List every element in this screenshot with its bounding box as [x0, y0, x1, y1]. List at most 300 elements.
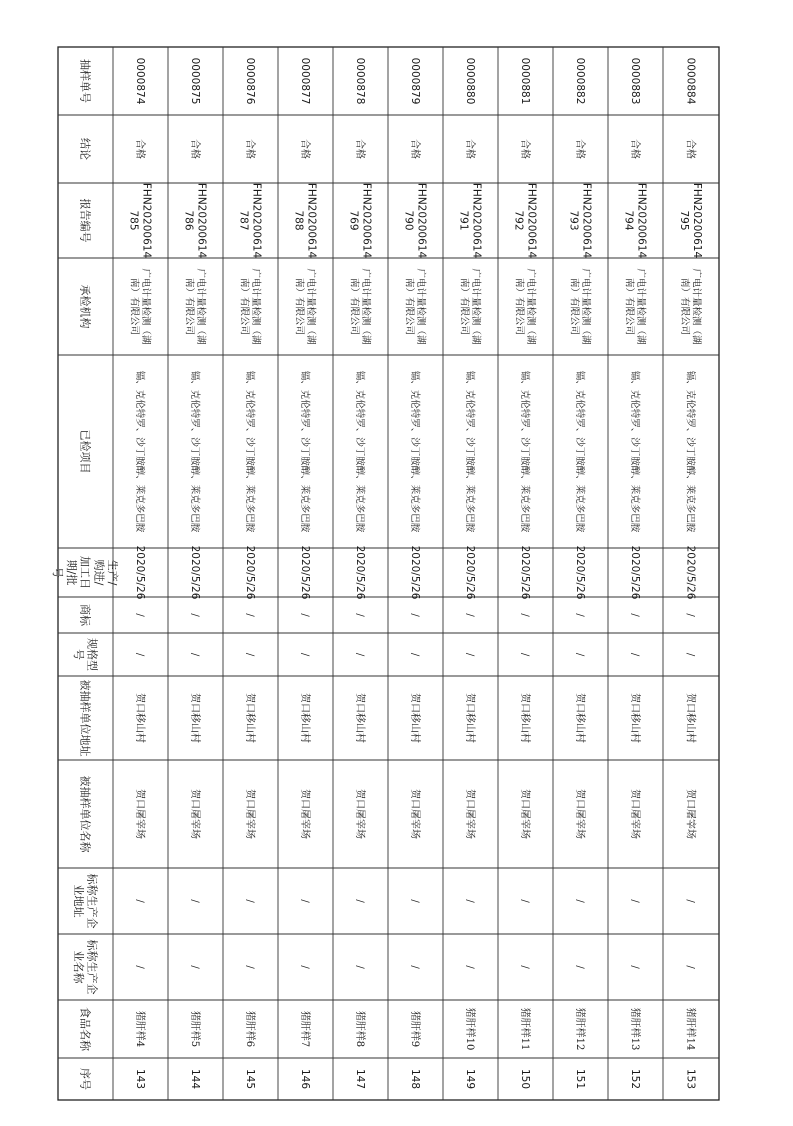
cell-items	[354, 371, 366, 533]
text-line: 猪肝样10	[464, 1007, 475, 1051]
cell-brand-text	[519, 613, 530, 617]
text-line: 0000877	[298, 57, 311, 105]
cell-seq	[574, 1069, 586, 1089]
text-line: 794	[622, 210, 635, 231]
text-line: 0000878	[353, 57, 366, 105]
cell-agency-text	[238, 268, 262, 345]
cell-food	[134, 1011, 147, 1047]
header-seq	[79, 1068, 93, 1090]
text-line: FHN20200614	[470, 182, 483, 259]
cell-agency	[568, 268, 592, 345]
text-line: 南）有限公司	[403, 277, 415, 336]
cell-spec	[519, 653, 530, 657]
cell-sampled_unit	[574, 789, 587, 839]
text-line: 广电计量检测（湖	[140, 268, 152, 345]
cell-sample_no	[244, 58, 256, 105]
header-sample_no-text	[79, 59, 93, 103]
text-line: /	[409, 652, 420, 657]
cell-items	[189, 371, 201, 533]
cell-sample_no	[574, 58, 586, 105]
text-line: /	[189, 613, 200, 617]
cell-agency-text	[513, 268, 537, 345]
header-seq-text	[79, 1068, 93, 1090]
cell-items	[574, 371, 586, 533]
text-line: FHN20200614	[415, 182, 428, 259]
cell-conclusion-text	[189, 139, 202, 159]
text-line: /	[134, 965, 145, 969]
cell-agency-text	[348, 268, 372, 345]
header-sampled_addr	[79, 680, 93, 757]
cell-seq	[519, 1069, 531, 1089]
cell-sampled_addr	[244, 693, 257, 743]
cell-mfr_name-text	[685, 965, 696, 969]
cell-spec	[244, 653, 255, 657]
cell-sample_no-text	[519, 58, 531, 105]
cell-sample_no-text	[629, 58, 641, 105]
text-line: 150	[518, 1068, 531, 1090]
text-line: 贺口移山村	[354, 693, 365, 743]
cell-sampled_addr	[629, 693, 642, 743]
text-line: FHN20200614	[360, 182, 373, 259]
cell-agency	[348, 268, 372, 345]
cell-seq	[299, 1069, 311, 1089]
text-line: 2020/5/26	[684, 545, 697, 600]
text-line: 153	[684, 1068, 697, 1090]
cell-report-text	[237, 183, 262, 259]
text-line: 期/批	[64, 559, 78, 586]
cell-mfr_name-text	[299, 965, 310, 969]
header-mfr_addr-text	[72, 874, 100, 929]
cell-spec	[574, 653, 585, 657]
cell-conclusion	[354, 139, 367, 159]
text-line: 镉、克伦特罗、沙丁胺醇、莱克多巴胺	[134, 370, 146, 533]
text-line: 152	[628, 1068, 641, 1090]
cell-food	[464, 1008, 477, 1051]
cell-items-text	[244, 371, 256, 533]
text-line: 贺口移山村	[244, 693, 255, 743]
text-line: 贺口移山村	[629, 693, 640, 743]
header-food-text	[79, 1007, 92, 1052]
cell-items	[134, 371, 146, 533]
text-line: /	[464, 965, 475, 969]
cell-agency-text	[679, 268, 703, 345]
text-line: /	[299, 965, 310, 969]
cell-brand	[189, 613, 200, 617]
cell-agency-text	[623, 268, 647, 345]
cell-food	[299, 1011, 312, 1047]
text-line: 镉、克伦特罗、沙丁胺醇、莱克多巴胺	[519, 370, 531, 533]
cell-spec	[685, 653, 696, 657]
text-line: 生产/	[106, 559, 120, 586]
cell-report-text	[182, 183, 207, 259]
text-line: 792	[512, 210, 525, 231]
text-line: /	[519, 613, 530, 617]
cell-mfr_name	[464, 965, 475, 969]
cell-sample_no-text	[299, 58, 311, 105]
text-line: 广电计量检测（湖	[525, 268, 537, 345]
cell-items-text	[299, 371, 311, 533]
cell-date	[354, 546, 366, 600]
cell-sample_no	[629, 58, 641, 105]
cell-sampled_addr	[464, 693, 477, 743]
text-line: 镉、克伦特罗、沙丁胺醇、莱克多巴胺	[684, 370, 696, 533]
cell-report	[182, 183, 207, 259]
cell-report	[622, 183, 647, 259]
text-line: 2020/5/26	[298, 545, 311, 600]
text-line: 合格	[354, 139, 365, 159]
text-line: /	[684, 652, 696, 657]
header-mfr_name	[72, 940, 100, 995]
text-line: 广电计量检测（湖	[580, 268, 592, 345]
cell-brand	[519, 613, 530, 617]
cell-brand-text	[464, 613, 475, 617]
cell-spec	[354, 653, 365, 657]
text-line: 790	[402, 210, 415, 231]
text-line: 号	[51, 567, 65, 578]
cell-mfr_addr	[354, 899, 365, 903]
cell-items-text	[519, 371, 531, 533]
cell-conclusion	[409, 139, 422, 159]
cell-date-text	[134, 546, 146, 600]
cell-sample_no	[354, 58, 366, 105]
text-line: 0000875	[188, 57, 201, 105]
cell-sampled_unit	[189, 789, 202, 839]
text-line: 144	[188, 1068, 201, 1090]
text-line: 南）有限公司	[458, 277, 470, 336]
cell-food	[629, 1008, 642, 1051]
text-line: FHN20200614	[690, 182, 703, 259]
cell-sample_no	[409, 58, 421, 105]
text-line: /	[244, 899, 255, 903]
text-line: 贺口屠宰场	[244, 789, 255, 839]
text-line: 加工日	[78, 556, 92, 589]
text-line: 南）有限公司	[623, 277, 635, 336]
cell-sampled_unit-text	[519, 789, 532, 839]
cell-date	[574, 546, 586, 600]
cell-sample_no-text	[189, 58, 201, 105]
cell-mfr_addr	[244, 899, 255, 903]
cell-conclusion-text	[464, 139, 477, 159]
cell-brand	[629, 613, 640, 617]
text-line: /	[299, 899, 310, 903]
cell-spec-text	[519, 653, 530, 657]
text-line: /	[354, 899, 365, 903]
text-line: 贺口移山村	[299, 693, 310, 743]
text-line: 合格	[574, 139, 585, 159]
header-date-text	[51, 556, 120, 589]
cell-mfr_addr	[409, 899, 420, 903]
cell-mfr_name	[354, 965, 365, 969]
text-line: 贺口移山村	[574, 693, 585, 743]
cell-conclusion-text	[629, 139, 642, 159]
cell-sampled_unit-text	[629, 789, 642, 839]
text-line: 猪肝样4	[134, 1010, 145, 1048]
text-line: 报告编号	[78, 198, 92, 243]
text-line: 贺口移山村	[134, 693, 145, 743]
text-line: 镉、克伦特罗、沙丁胺醇、莱克多巴胺	[354, 370, 366, 533]
text-line: /	[684, 965, 696, 969]
text-line: 承检机构	[78, 284, 92, 329]
cell-sampled_unit	[409, 789, 422, 839]
text-line: 合格	[134, 139, 145, 159]
cell-brand	[464, 613, 475, 617]
cell-seq	[629, 1069, 641, 1089]
text-line: /	[354, 965, 365, 969]
text-line: FHN20200614	[195, 182, 208, 259]
header-items	[79, 430, 93, 474]
text-line: FHN20200614	[305, 182, 318, 259]
text-line: 贺口屠宰场	[299, 789, 310, 839]
cell-mfr_addr	[134, 899, 145, 903]
text-line: 151	[573, 1068, 586, 1090]
text-line: 广电计量检测（湖	[635, 268, 647, 345]
cell-sampled_unit-text	[189, 789, 202, 839]
header-brand-text	[79, 604, 93, 627]
header-mfr_addr	[72, 874, 100, 929]
text-line: /	[574, 965, 585, 969]
cell-seq	[134, 1069, 146, 1089]
header-spec	[72, 638, 100, 671]
text-line: /	[409, 613, 420, 617]
text-line: /	[464, 652, 475, 657]
cell-report-text	[292, 183, 317, 259]
cell-sampled_addr	[685, 693, 698, 743]
text-line: 被抽样单位名称	[78, 775, 92, 853]
text-line: 广电计量检测（湖	[470, 268, 482, 345]
cell-brand-text	[629, 613, 640, 617]
cell-brand-text	[685, 613, 696, 617]
cell-report-text	[512, 183, 537, 259]
cell-brand-text	[574, 613, 585, 617]
text-line: 南）有限公司	[513, 277, 525, 336]
text-line: 已检项目	[78, 429, 92, 474]
cell-food-text	[299, 1011, 312, 1047]
cell-items-text	[189, 371, 201, 533]
text-line: 2020/5/26	[408, 545, 421, 600]
cell-spec-text	[629, 653, 640, 657]
text-line: 南）有限公司	[183, 277, 195, 336]
cell-date	[464, 546, 476, 600]
cell-agency	[513, 268, 537, 345]
cell-spec	[464, 653, 475, 657]
cell-mfr_name	[574, 965, 585, 969]
cell-sampled_addr	[354, 693, 367, 743]
cell-report-text	[402, 183, 427, 259]
text-line: 号	[71, 649, 85, 660]
text-line: 合格	[409, 139, 420, 159]
cell-report	[347, 183, 372, 259]
text-line: 被抽样单位地址	[78, 679, 92, 757]
header-spec-text	[72, 638, 100, 671]
cell-agency	[293, 268, 317, 345]
cell-conclusion-text	[519, 139, 532, 159]
cell-mfr_name	[519, 965, 530, 969]
text-line: 广电计量检测（湖	[360, 268, 372, 345]
cell-conclusion-text	[299, 139, 312, 159]
cell-seq	[409, 1069, 421, 1089]
text-line: /	[299, 613, 310, 617]
text-line: /	[354, 652, 365, 657]
cell-conclusion-text	[685, 139, 698, 159]
text-line: 结论	[78, 138, 92, 160]
cell-seq-text	[189, 1069, 201, 1089]
cell-mfr_name-text	[189, 965, 200, 969]
cell-conclusion	[519, 139, 532, 159]
text-line: /	[519, 965, 530, 969]
text-line: 镉、克伦特罗、沙丁胺醇、莱克多巴胺	[464, 370, 476, 533]
cell-mfr_addr	[574, 899, 585, 903]
header-sample_no	[79, 59, 93, 103]
text-line: 贺口移山村	[189, 693, 200, 743]
cell-seq	[244, 1069, 256, 1089]
text-line: /	[409, 899, 420, 903]
cell-mfr_addr-text	[299, 899, 310, 903]
cell-conclusion	[629, 139, 642, 159]
cell-sampled_addr-text	[519, 693, 532, 743]
text-line: /	[134, 613, 145, 617]
cell-seq-text	[354, 1069, 366, 1089]
cell-items-text	[685, 371, 697, 533]
text-line: 南）有限公司	[293, 277, 305, 336]
cell-date	[244, 546, 256, 600]
text-line: 贺口屠宰场	[409, 789, 420, 839]
cell-items	[409, 371, 421, 533]
text-line: /	[134, 899, 145, 903]
cell-sampled_unit-text	[574, 789, 587, 839]
text-line: 合格	[629, 139, 640, 159]
cell-seq-text	[464, 1069, 476, 1089]
text-line: /	[299, 652, 310, 657]
cell-date-text	[629, 546, 641, 600]
text-line: 猪肝样6	[244, 1010, 255, 1048]
cell-date	[409, 546, 421, 600]
text-line: 贺口屠宰场	[684, 789, 696, 839]
cell-mfr_name	[134, 965, 145, 969]
cell-conclusion	[299, 139, 312, 159]
text-line: /	[134, 652, 145, 657]
text-line: 贺口移山村	[684, 693, 696, 743]
text-line: 贺口屠宰场	[629, 789, 640, 839]
cell-spec	[189, 653, 200, 657]
cell-mfr_name-text	[354, 965, 365, 969]
text-line: /	[519, 899, 530, 903]
cell-sample_no	[299, 58, 311, 105]
cell-mfr_name	[409, 965, 420, 969]
text-line: /	[189, 652, 200, 657]
cell-mfr_name	[244, 965, 255, 969]
cell-spec-text	[244, 653, 255, 657]
header-sampled_addr-text	[79, 680, 93, 757]
cell-spec-text	[409, 653, 420, 657]
cell-sampled_unit	[629, 789, 642, 839]
text-line: 标称生产企	[85, 873, 99, 929]
cell-mfr_name-text	[519, 965, 530, 969]
cell-conclusion	[464, 139, 477, 159]
cell-items	[519, 371, 531, 533]
cell-report	[567, 183, 592, 259]
cell-agency-text	[568, 268, 592, 345]
cell-mfr_name	[299, 965, 310, 969]
cell-report	[512, 183, 537, 259]
text-line: 猪肝样8	[354, 1010, 365, 1048]
text-line: 广电计量检测（湖	[195, 268, 207, 345]
cell-sample_no-text	[244, 58, 256, 105]
cell-date-text	[354, 546, 366, 600]
cell-sampled_unit	[354, 789, 367, 839]
cell-agency	[623, 268, 647, 345]
text-line: 标称生产企	[85, 939, 99, 995]
cell-report	[457, 183, 482, 259]
text-line: 食品名称	[78, 1007, 92, 1051]
text-line: /	[189, 965, 200, 969]
cell-sampled_addr-text	[464, 693, 477, 743]
text-line: 贺口屠宰场	[354, 789, 365, 839]
cell-sample_no	[134, 58, 146, 105]
text-line: /	[464, 899, 475, 903]
cell-conclusion	[685, 139, 698, 159]
text-line: 0000884	[684, 57, 697, 105]
cell-seq	[464, 1069, 476, 1089]
text-line: 贺口屠宰场	[464, 789, 475, 839]
cell-spec-text	[685, 653, 696, 657]
cell-mfr_name-text	[134, 965, 145, 969]
cell-agency	[679, 268, 703, 345]
text-line: 2020/5/26	[188, 545, 201, 600]
cell-mfr_addr-text	[685, 899, 696, 903]
cell-brand	[244, 613, 255, 617]
text-line: /	[629, 899, 640, 903]
text-line: /	[629, 613, 640, 617]
text-line: /	[629, 652, 640, 657]
cell-date	[684, 546, 696, 600]
cell-mfr_name	[189, 965, 200, 969]
text-line: 猪肝样9	[409, 1010, 420, 1048]
text-line: 镉、克伦特罗、沙丁胺醇、莱克多巴胺	[409, 370, 421, 533]
cell-agency	[183, 268, 207, 345]
cell-sampled_addr	[409, 693, 422, 743]
text-line: /	[629, 965, 640, 969]
cell-seq-text	[244, 1069, 256, 1089]
cell-sample_no-text	[134, 58, 146, 105]
cell-spec-text	[299, 653, 310, 657]
text-line: 贺口屠宰场	[134, 789, 145, 839]
cell-sampled_unit-text	[354, 789, 367, 839]
cell-seq-text	[409, 1069, 421, 1089]
text-line: 0000880	[463, 57, 476, 105]
text-line: 795	[677, 210, 690, 231]
text-line: 2020/5/26	[628, 545, 641, 600]
cell-mfr_addr	[629, 899, 640, 903]
cell-report-text	[622, 183, 647, 259]
cell-sampled_addr-text	[574, 693, 587, 743]
cell-date-text	[244, 546, 256, 600]
cell-date-text	[519, 546, 531, 600]
text-line: /	[519, 652, 530, 657]
cell-seq-text	[574, 1069, 586, 1089]
cell-sampled_addr-text	[134, 693, 147, 743]
header-sampled_unit-text	[79, 776, 93, 854]
cell-sample_no	[464, 58, 476, 105]
text-line: /	[354, 613, 365, 617]
header-agency-text	[79, 285, 93, 329]
text-line: 业名称	[71, 950, 85, 984]
text-line: 南）有限公司	[348, 277, 360, 336]
cell-agency	[238, 268, 262, 345]
cell-sampled_unit	[299, 789, 312, 839]
cell-mfr_addr	[189, 899, 200, 903]
text-line: /	[574, 899, 585, 903]
cell-items-text	[409, 371, 421, 533]
